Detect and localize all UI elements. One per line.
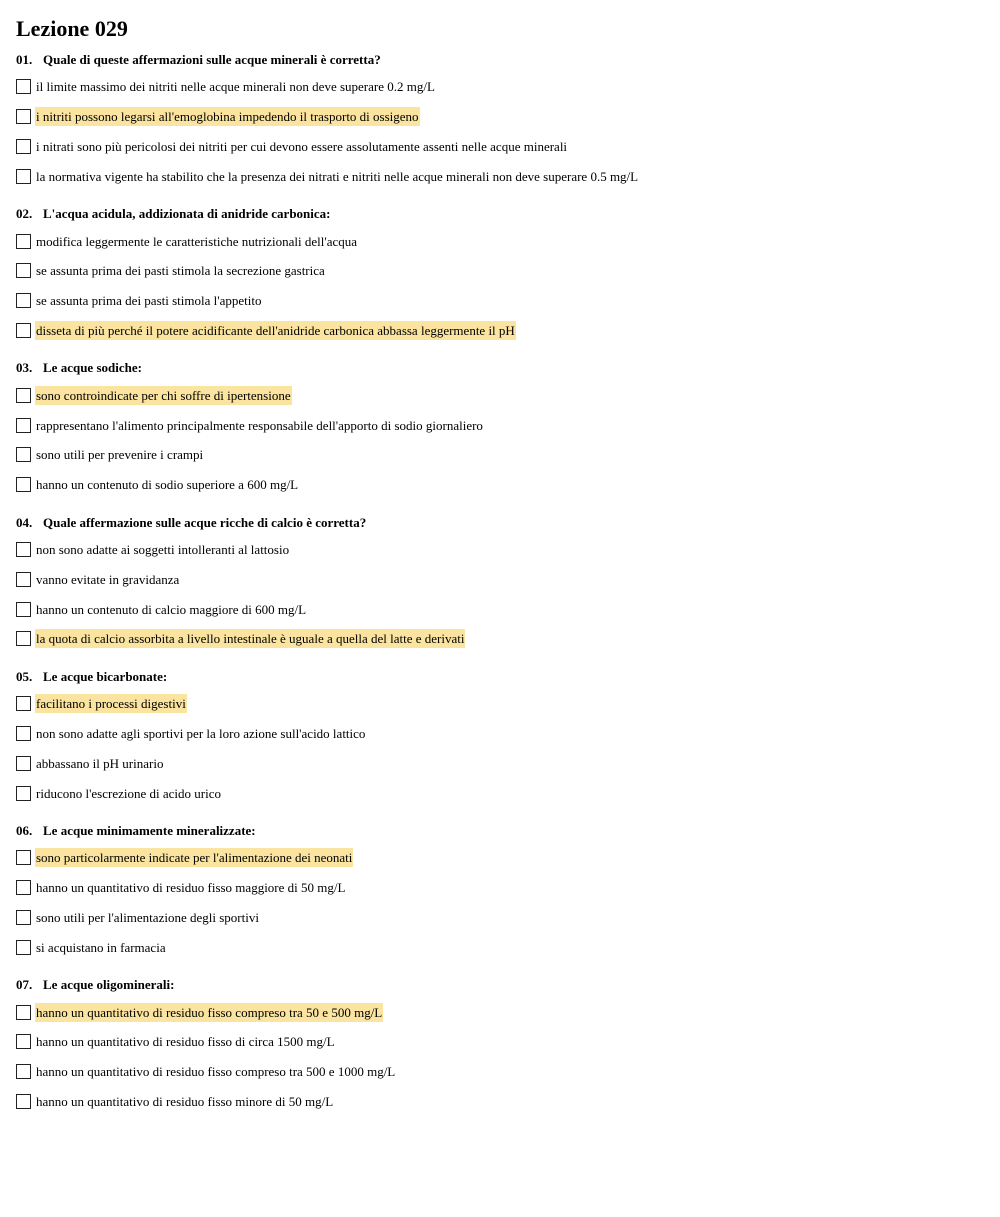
question-block — [16, 51, 984, 191]
answer-checkbox[interactable] — [16, 234, 31, 249]
answer-checkbox[interactable] — [16, 756, 31, 771]
answer-text: il limite massimo dei nitriti nelle acque minerali non deve superare 0.2 mg/L — [36, 79, 435, 95]
answer-checkbox[interactable] — [16, 910, 31, 925]
answer-option[interactable] — [16, 689, 984, 719]
answer-option[interactable] — [16, 564, 984, 594]
question-block — [16, 514, 984, 654]
answer-text-correct: la quota di calcio assorbita a livello intestinale è uguale a quella del latte e derivati — [36, 631, 465, 647]
answer-checkbox[interactable] — [16, 1034, 31, 1049]
answer-text: hanno un contenuto di calcio maggiore di 600 mg/L — [36, 601, 307, 617]
answer-checkbox[interactable] — [16, 323, 31, 338]
answer-option[interactable] — [16, 72, 984, 102]
quiz-page — [16, 14, 984, 1130]
answer-option[interactable] — [16, 470, 984, 500]
answer-checkbox[interactable] — [16, 109, 31, 124]
answer-text-correct: sono particolarmente indicate per l'alimentazione dei neonati — [36, 850, 353, 866]
question-number: 06. — [16, 822, 33, 838]
answer-text: vanno evitate in gravidanza — [36, 571, 180, 587]
answer-checkbox[interactable] — [16, 477, 31, 492]
answer-text: non sono adatte agli sportivi per la loro azione sull'acido lattico — [36, 725, 366, 741]
question-block — [16, 822, 984, 962]
answer-checkbox[interactable] — [16, 602, 31, 617]
question-text: L'acqua acidula, addizionata di anidride carbonica: — [43, 206, 331, 222]
answer-option[interactable] — [16, 102, 984, 132]
question-heading — [16, 359, 984, 377]
question-text: Quale affermazione sulle acque ricche di calcio è corretta? — [43, 514, 367, 530]
answer-checkbox[interactable] — [16, 447, 31, 462]
answer-checkbox[interactable] — [16, 1064, 31, 1079]
answer-option[interactable] — [16, 440, 984, 470]
answer-checkbox[interactable] — [16, 696, 31, 711]
answer-checkbox[interactable] — [16, 388, 31, 403]
answer-text: hanno un quantitativo di residuo fisso di circa 1500 mg/L — [36, 1034, 335, 1050]
question-block — [16, 205, 984, 345]
answer-option[interactable] — [16, 256, 984, 286]
answer-checkbox[interactable] — [16, 880, 31, 895]
answer-option[interactable] — [16, 1027, 984, 1057]
answer-option[interactable] — [16, 535, 984, 565]
answer-text: se assunta prima dei pasti stimola l'appetito — [36, 293, 262, 309]
answer-option[interactable] — [16, 748, 984, 778]
answer-option[interactable] — [16, 1087, 984, 1117]
answer-option[interactable] — [16, 873, 984, 903]
answer-checkbox[interactable] — [16, 139, 31, 154]
question-number: 05. — [16, 668, 33, 684]
question-number: 03. — [16, 360, 33, 376]
answer-text: si acquistano in farmacia — [36, 939, 166, 955]
answer-option[interactable] — [16, 997, 984, 1027]
answer-checkbox[interactable] — [16, 1094, 31, 1109]
answer-text-correct: disseta di più perché il potere acidificante dell'anidride carbonica abbassa leggermente il pH — [36, 322, 515, 338]
answer-checkbox[interactable] — [16, 263, 31, 278]
answer-text: sono utili per l'alimentazione degli sportivi — [36, 909, 259, 925]
answer-checkbox[interactable] — [16, 418, 31, 433]
answer-checkbox[interactable] — [16, 850, 31, 865]
answer-option[interactable] — [16, 316, 984, 346]
question-block — [16, 668, 984, 808]
question-number: 02. — [16, 206, 33, 222]
question-heading — [16, 51, 984, 69]
question-text: Le acque oligominerali: — [43, 977, 175, 993]
answer-option[interactable] — [16, 719, 984, 749]
answer-text: non sono adatte ai soggetti intolleranti al lattosio — [36, 541, 290, 557]
answer-checkbox[interactable] — [16, 79, 31, 94]
answer-text: modifica leggermente le caratteristiche nutrizionali dell'acqua — [36, 233, 358, 249]
answer-text-correct: sono controindicate per chi soffre di ipertensione — [36, 387, 291, 403]
answer-option[interactable] — [16, 226, 984, 256]
question-list — [16, 51, 984, 1116]
question-text: Le acque bicarbonate: — [43, 668, 168, 684]
page-title: Lezione 029 — [16, 16, 128, 41]
answer-text: sono utili per prevenire i crampi — [36, 447, 204, 463]
question-heading — [16, 668, 984, 686]
answer-text: riducono l'escrezione di acido urico — [36, 785, 221, 801]
answer-option[interactable] — [16, 932, 984, 962]
answer-option[interactable] — [16, 594, 984, 624]
answer-option[interactable] — [16, 380, 984, 410]
answer-checkbox[interactable] — [16, 572, 31, 587]
answer-text: abbassano il pH urinario — [36, 755, 164, 771]
answer-option[interactable] — [16, 778, 984, 808]
answer-checkbox[interactable] — [16, 1005, 31, 1020]
question-text: Le acque sodiche: — [43, 360, 142, 376]
answer-checkbox[interactable] — [16, 293, 31, 308]
answer-text: hanno un quantitativo di residuo fisso maggiore di 50 mg/L — [36, 880, 346, 896]
answer-option[interactable] — [16, 843, 984, 873]
question-number: 01. — [16, 52, 33, 67]
answer-checkbox[interactable] — [16, 940, 31, 955]
answer-option[interactable] — [16, 1057, 984, 1087]
answer-text-correct: hanno un quantitativo di residuo fisso compreso tra 50 e 500 mg/L — [36, 1004, 383, 1020]
question-heading — [16, 514, 984, 532]
answer-checkbox[interactable] — [16, 726, 31, 741]
answer-text: rappresentano l'alimento principalmente responsabile dell'apporto di sodio giornaliero — [36, 417, 483, 433]
question-heading — [16, 205, 984, 223]
question-text: Le acque minimamente mineralizzate: — [43, 822, 256, 838]
question-number: 07. — [16, 977, 33, 993]
answer-option[interactable] — [16, 624, 984, 654]
answer-text-correct: facilitano i processi digestivi — [36, 696, 186, 712]
answer-option[interactable] — [16, 286, 984, 316]
answer-checkbox[interactable] — [16, 786, 31, 801]
question-heading — [16, 822, 984, 840]
question-block — [16, 359, 984, 499]
answer-option[interactable] — [16, 410, 984, 440]
answer-checkbox[interactable] — [16, 542, 31, 557]
answer-text: hanno un quantitativo di residuo fisso compreso tra 500 e 1000 mg/L — [36, 1064, 396, 1080]
question-text: Quale di queste affermazioni sulle acque minerali è corretta? — [43, 52, 381, 67]
question-heading — [16, 976, 984, 994]
answer-option[interactable] — [16, 132, 984, 162]
question-block — [16, 976, 984, 1116]
answer-checkbox[interactable] — [16, 169, 31, 184]
question-number: 04. — [16, 514, 33, 530]
answer-option[interactable] — [16, 161, 984, 191]
answer-option[interactable] — [16, 903, 984, 933]
answer-text-correct: i nitriti possono legarsi all'emoglobina impedendo il trasporto di ossigeno — [36, 109, 419, 125]
answer-text: la normativa vigente ha stabilito che la presenza dei nitrati e nitriti nelle acque minerali non deve superare 0.5 mg/L — [36, 168, 639, 184]
answer-text: i nitrati sono più pericolosi dei nitriti per cui devono essere assolutamente assenti nelle acque minerali — [36, 138, 568, 154]
answer-text: se assunta prima dei pasti stimola la secrezione gastrica — [36, 263, 325, 279]
answer-text: hanno un contenuto di sodio superiore a 600 mg/L — [36, 477, 299, 493]
answer-text: hanno un quantitativo di residuo fisso minore di 50 mg/L — [36, 1093, 334, 1109]
answer-checkbox[interactable] — [16, 631, 31, 646]
